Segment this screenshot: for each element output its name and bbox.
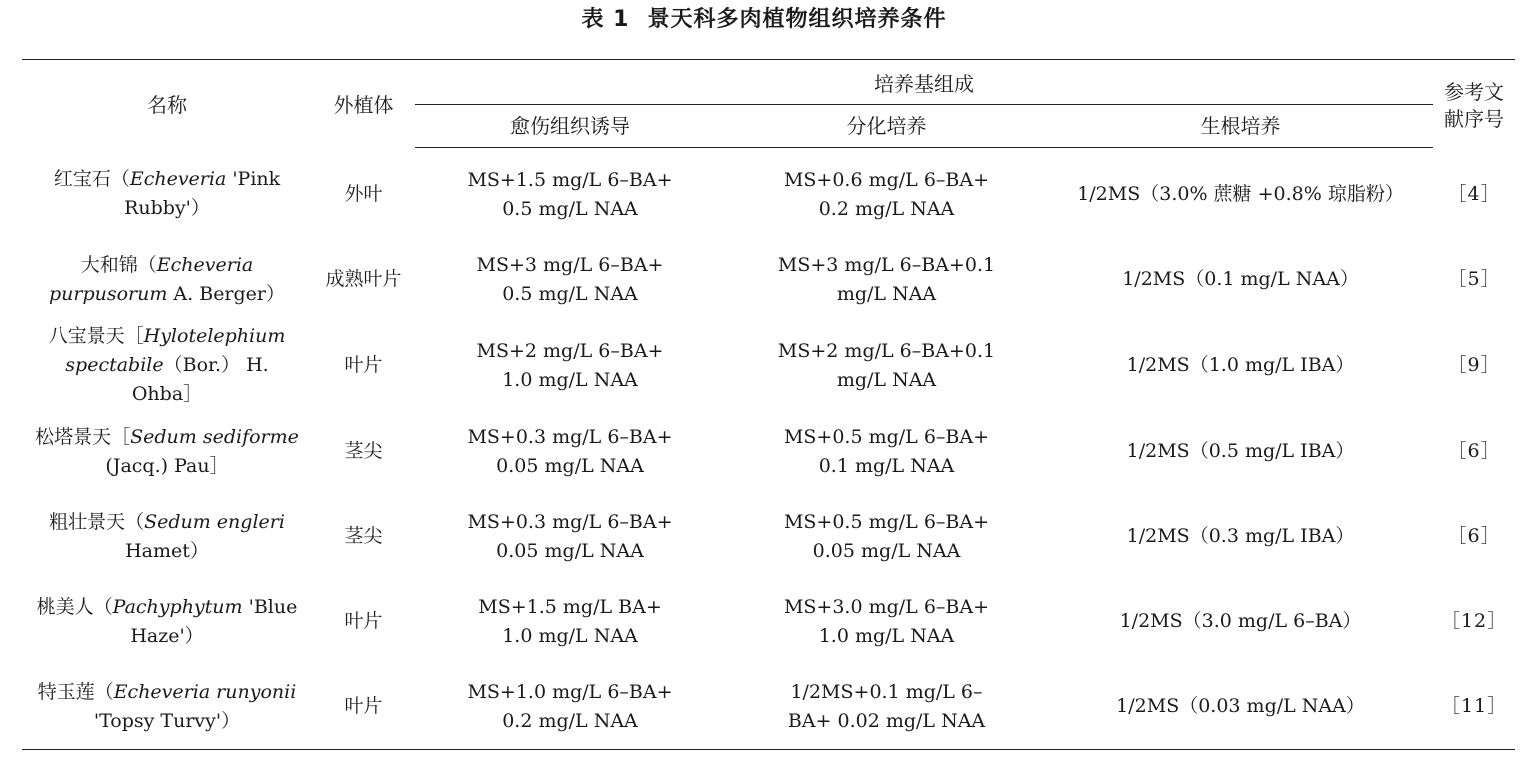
cell-rooting — [1048, 148, 1433, 238]
name-chinese: 粗壮景天（ — [49, 510, 145, 533]
table-body — [22, 148, 1515, 750]
cell-rooting-text: 1/2MS（0.03 mg/L NAA） — [1116, 695, 1365, 717]
name-authority: （Bor.） H. Ohba］ — [131, 354, 269, 405]
name-latin: Echeveria — [129, 168, 227, 191]
cell-reference-text: ［6］ — [1447, 440, 1501, 462]
cell-reference-text: ［5］ — [1447, 268, 1501, 290]
cell-differentiation-text: MS+2 mg/L 6–BA+0.1 mg/L NAA — [777, 339, 996, 391]
cell-rooting-text: 1/2MS（3.0% 蔗糖 +0.8% 琼脂粉） — [1077, 183, 1404, 205]
name-chinese: 大和锦（ — [80, 253, 157, 276]
cell-explant — [312, 579, 415, 664]
cell-differentiation — [725, 237, 1048, 322]
cell-name — [22, 579, 312, 664]
cell-reference — [1433, 148, 1515, 238]
cell-name — [22, 409, 312, 494]
cell-reference-text: ［12］ — [1440, 610, 1508, 632]
cell-explant — [312, 237, 415, 322]
cell-callus — [415, 322, 725, 409]
cell-reference — [1433, 237, 1515, 322]
cell-explant-text: 叶片 — [344, 354, 383, 376]
table-row — [22, 322, 1515, 409]
cell-callus — [415, 579, 725, 664]
cell-reference — [1433, 664, 1515, 750]
table-caption — [0, 6, 1528, 34]
cell-differentiation-text: MS+0.5 mg/L 6–BA+ 0.1 mg/L NAA — [783, 425, 990, 477]
cell-explant — [312, 148, 415, 238]
cell-differentiation — [725, 494, 1048, 579]
header-name: 名称 — [22, 60, 312, 148]
cell-name — [22, 664, 312, 750]
cell-callus-text: MS+0.3 mg/L 6–BA+ 0.05 mg/L NAA — [467, 425, 673, 477]
cell-explant — [312, 494, 415, 579]
name-authority: A. Berger） — [167, 282, 286, 305]
name-latin: Echeveria purpusorum — [48, 253, 254, 305]
header-medium-group: 培养基组成 — [415, 60, 1433, 105]
cell-callus-text: MS+1.0 mg/L 6–BA+ 0.2 mg/L NAA — [467, 680, 673, 732]
cell-reference-text: ［11］ — [1440, 695, 1508, 717]
name-chinese: 红宝石（ — [53, 168, 130, 191]
cell-callus-text: MS+1.5 mg/L BA+ 1.0 mg/L NAA — [478, 595, 662, 647]
cell-rooting — [1048, 494, 1433, 579]
cell-differentiation — [725, 409, 1048, 494]
cell-reference — [1433, 409, 1515, 494]
cell-differentiation — [725, 579, 1048, 664]
cell-rooting-text: 1/2MS（0.5 mg/L IBA） — [1126, 440, 1355, 462]
cell-callus — [415, 148, 725, 238]
cell-rooting — [1048, 237, 1433, 322]
table-row — [22, 494, 1515, 579]
cell-reference — [1433, 322, 1515, 409]
cell-callus-text: MS+0.3 mg/L 6–BA+ 0.05 mg/L NAA — [467, 510, 673, 562]
cell-differentiation-text: MS+0.6 mg/L 6–BA+ 0.2 mg/L NAA — [783, 168, 990, 220]
cell-reference — [1433, 579, 1515, 664]
table-row — [22, 237, 1515, 322]
cell-reference-text: ［9］ — [1447, 354, 1501, 376]
name-authority: 'Topsy Turvy'） — [93, 709, 241, 732]
cell-rooting — [1048, 664, 1433, 750]
cell-callus-text: MS+3 mg/L 6–BA+ 0.5 mg/L NAA — [476, 253, 664, 305]
cell-rooting — [1048, 409, 1433, 494]
name-latin: Hylotelephium spectabile — [65, 325, 286, 376]
name-authority: 'Pink Rubby'） — [124, 168, 281, 220]
table-row — [22, 409, 1515, 494]
name-chinese: 桃美人（ — [36, 595, 113, 618]
cell-explant-text: 茎尖 — [344, 525, 383, 547]
cell-callus — [415, 237, 725, 322]
cell-rooting — [1048, 322, 1433, 409]
name-chinese: 特玉莲（ — [37, 680, 114, 703]
table-row — [22, 579, 1515, 664]
cell-explant-text: 叶片 — [344, 695, 383, 717]
table-number: 表 1 — [581, 7, 630, 32]
cell-callus-text: MS+1.5 mg/L 6–BA+ 0.5 mg/L NAA — [467, 168, 673, 220]
cell-rooting-text: 1/2MS（0.3 mg/L IBA） — [1126, 525, 1355, 547]
header-differentiation: 分化培养 — [725, 105, 1048, 148]
header-reference: 参考文献序号 — [1433, 60, 1515, 148]
cell-rooting-text: 1/2MS（0.1 mg/L NAA） — [1122, 268, 1359, 290]
cell-explant-text: 外叶 — [344, 182, 383, 205]
cell-explant-text: 成熟叶片 — [325, 268, 402, 290]
cell-differentiation-text: MS+3.0 mg/L 6–BA+ 1.0 mg/L NAA — [783, 595, 990, 647]
cell-differentiation-text: MS+3 mg/L 6–BA+0.1 mg/L NAA — [777, 253, 996, 305]
cell-name — [22, 494, 312, 579]
cell-callus — [415, 664, 725, 750]
name-chinese: 八宝景天［ — [48, 325, 144, 347]
name-latin: Sedum sediforme — [130, 425, 299, 448]
cell-explant — [312, 409, 415, 494]
cell-rooting-text: 1/2MS（3.0 mg/L 6–BA） — [1119, 610, 1362, 632]
name-authority: 'Blue Haze'） — [130, 595, 298, 647]
name-authority: Hamet） — [125, 539, 209, 562]
cell-explant-text: 叶片 — [344, 610, 383, 632]
header-callus: 愈伤组织诱导 — [415, 105, 725, 148]
cell-callus — [415, 409, 725, 494]
cell-explant — [312, 322, 415, 409]
cell-name — [22, 322, 312, 409]
name-latin: Sedum engleri — [144, 510, 285, 533]
name-authority: (Jacq.) Pau］ — [105, 454, 229, 477]
name-latin: Echeveria runyonii — [113, 680, 297, 703]
cell-explant — [312, 664, 415, 750]
name-latin: Pachyphytum — [112, 595, 243, 618]
cell-reference-text: ［6］ — [1447, 525, 1501, 547]
table-row — [22, 148, 1515, 238]
cell-rooting — [1048, 579, 1433, 664]
cell-differentiation-text: MS+0.5 mg/L 6–BA+ 0.05 mg/L NAA — [783, 510, 990, 562]
name-chinese: 松塔景天［ — [35, 425, 131, 448]
cell-differentiation — [725, 322, 1048, 409]
cell-callus — [415, 494, 725, 579]
cell-rooting-text: 1/2MS（1.0 mg/L IBA） — [1126, 354, 1355, 376]
cell-differentiation — [725, 664, 1048, 750]
cell-name — [22, 237, 312, 322]
table-title: 景天科多肉植物组织培养条件 — [647, 7, 947, 32]
cell-reference-text: ［4］ — [1447, 182, 1501, 205]
header-explant: 外植体 — [312, 60, 415, 148]
cell-reference — [1433, 494, 1515, 579]
header-rooting: 生根培养 — [1048, 105, 1433, 148]
cell-callus-text: MS+2 mg/L 6–BA+ 1.0 mg/L NAA — [476, 339, 664, 391]
cell-differentiation — [725, 148, 1048, 238]
cell-explant-text: 茎尖 — [344, 440, 383, 462]
culture-conditions-table — [22, 59, 1515, 750]
cell-differentiation-text: 1/2MS+0.1 mg/L 6–BA+ 0.02 mg/L NAA — [787, 680, 986, 732]
cell-name — [22, 148, 312, 238]
table-row — [22, 664, 1515, 750]
